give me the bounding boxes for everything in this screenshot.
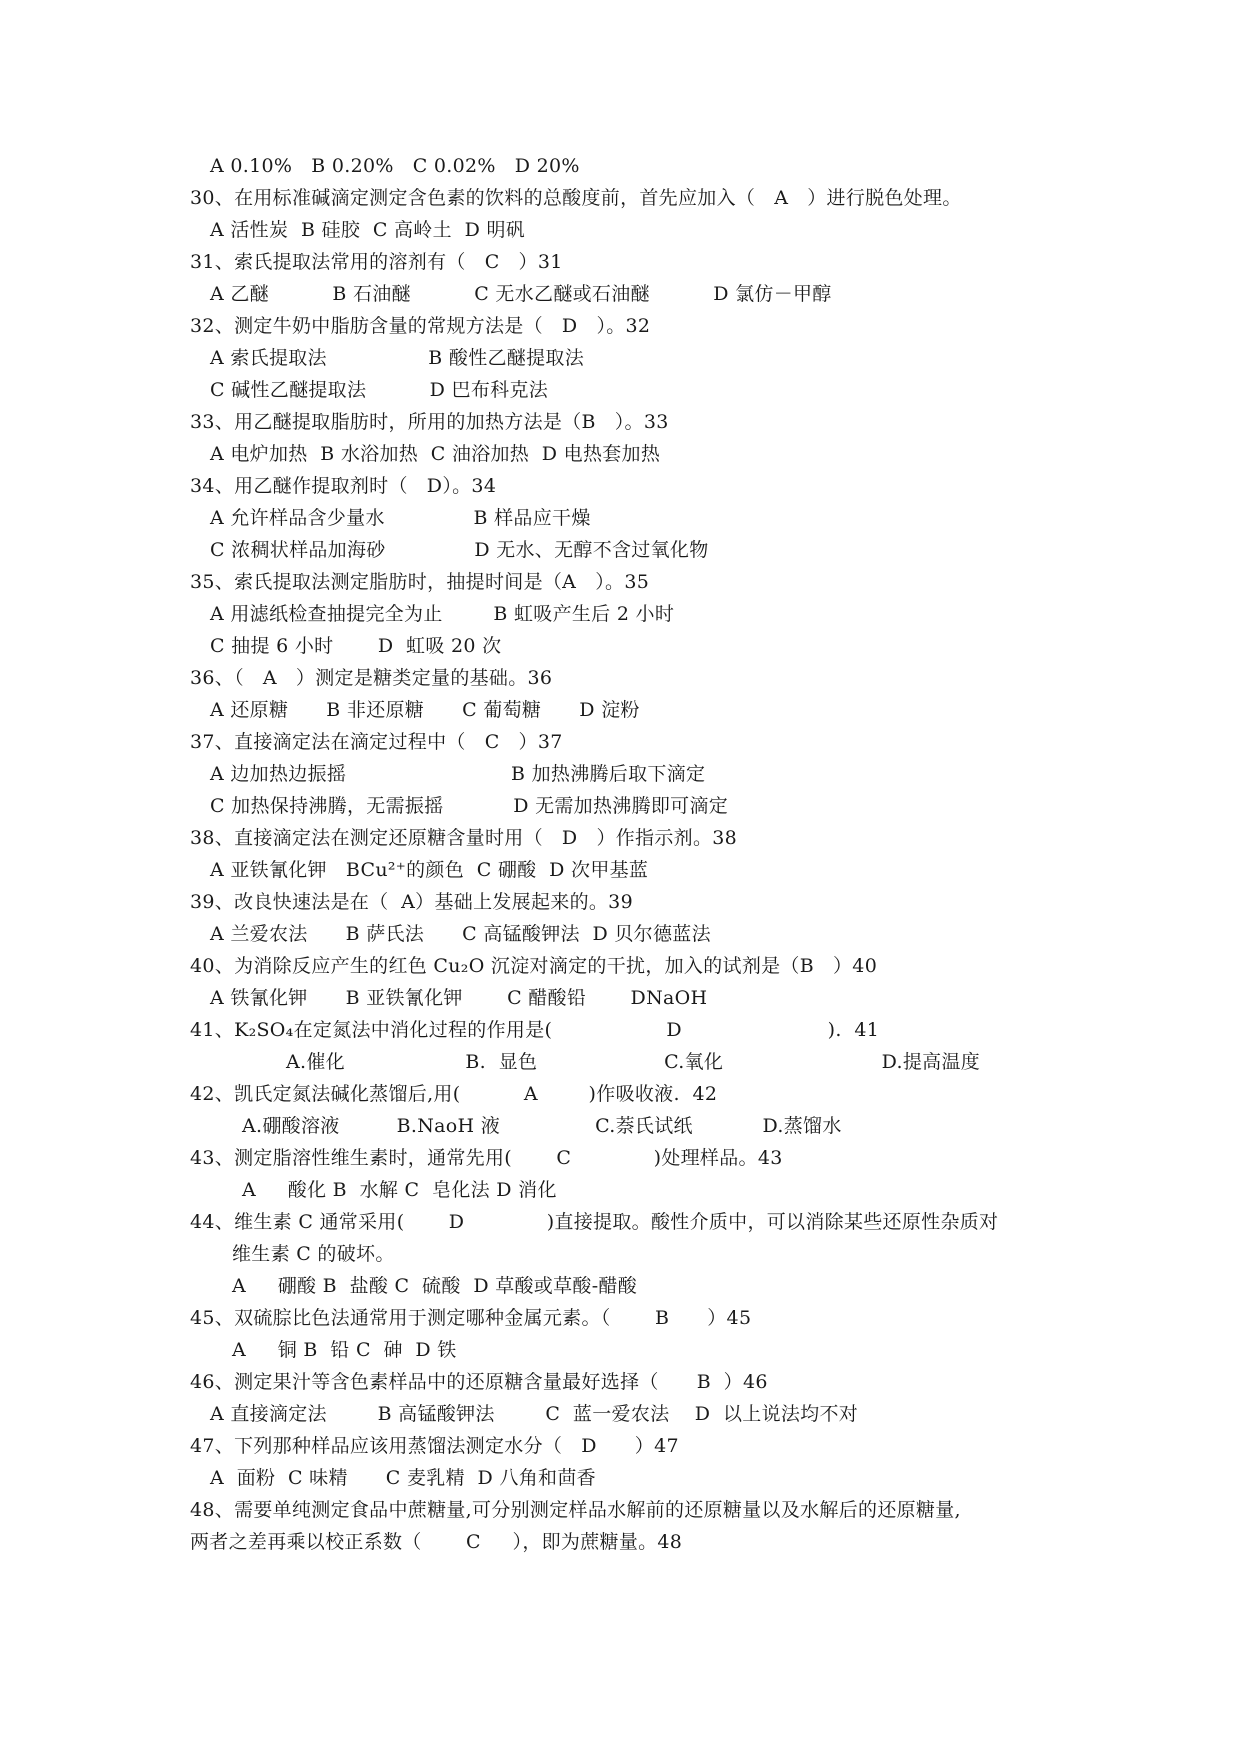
question-47: 47、下列那种样品应该用蒸馏法测定水分（ D ）47 — [190, 1435, 679, 1457]
option-line: A 铁氰化钾 B 亚铁氰化钾 C 醋酸铅 DNaOH — [210, 987, 708, 1009]
option-line: A.硼酸溶液 B.NaoH 液 C.萘氏试纸 D.蒸馏水 — [242, 1115, 842, 1137]
question-45: 45、双硫腙比色法通常用于测定哪种金属元素。（ B ）45 — [190, 1307, 752, 1329]
question-31: 31、索氏提取法常用的溶剂有（ C ）31 — [190, 251, 563, 273]
option-line: A 0.10% B 0.20% C 0.02% D 20% — [210, 155, 580, 177]
option-line: A 允许样品含少量水 B 样品应干燥 — [210, 507, 591, 529]
question-42: 42、凯氏定氮法碱化蒸馏后,用( A )作吸收液. 42 — [190, 1083, 718, 1105]
question-44: 44、维生素 C 通常采用( D )直接提取。酸性介质中，可以消除某些还原性杂质对 — [190, 1211, 999, 1233]
option-line: A 面粉 C 味精 C 麦乳精 D 八角和茴香 — [210, 1467, 596, 1489]
question-35: 35、索氏提取法测定脂肪时，抽提时间是（A ）。35 — [190, 571, 650, 593]
option-line: A 乙醚 B 石油醚 C 无水乙醚或石油醚 D 氯仿－甲醇 — [210, 283, 832, 305]
option-line: A 索氏提取法 B 酸性乙醚提取法 — [210, 347, 584, 369]
question-34: 34、用乙醚作提取剂时（ D）。34 — [190, 475, 497, 497]
option-line: A 电炉加热 B 水浴加热 C 油浴加热 D 电热套加热 — [210, 443, 661, 465]
option-line: C 碱性乙醚提取法 D 巴布科克法 — [210, 379, 549, 401]
question-48: 48、需要单纯测定食品中蔗糖量,可分别测定样品水解前的还原糖量以及水解后的还原糖量, — [190, 1499, 961, 1521]
question-30: 30、在用标准碱滴定测定含色素的饮料的总酸度前，首先应加入（ A ）进行脱色处理。 — [190, 187, 962, 209]
question-48-continuation: 两者之差再乘以校正系数（ C ），即为蔗糖量。48 — [190, 1531, 683, 1553]
question-41: 41、K₂SO₄在定氮法中消化过程的作用是( D ). 41 — [190, 1019, 880, 1041]
option-line: C 浓稠状样品加海砂 D 无水、无醇不含过氧化物 — [210, 539, 709, 561]
option-line: A 酸化 B 水解 C 皂化法 D 消化 — [242, 1179, 557, 1201]
option-line: A 兰爱农法 B 萨氏法 C 高锰酸钾法 D 贝尔德蓝法 — [210, 923, 711, 945]
question-44-continuation: 维生素 C 的破坏。 — [232, 1243, 395, 1265]
option-line: A 边加热边振摇 B 加热沸腾后取下滴定 — [210, 763, 706, 785]
option-line: A 硼酸 B 盐酸 C 硫酸 D 草酸或草酸-醋酸 — [232, 1275, 638, 1297]
option-line: A 亚铁氰化钾 BCu²⁺的颜色 C 硼酸 D 次甲基蓝 — [210, 859, 649, 881]
question-33: 33、用乙醚提取脂肪时，所用的加热方法是（B ）。33 — [190, 411, 669, 433]
question-38: 38、直接滴定法在测定还原糖含量时用（ D ）作指示剂。38 — [190, 827, 738, 849]
question-40: 40、为消除反应产生的红色 Cu₂O 沉淀对滴定的干扰，加入的试剂是（B ）40 — [190, 955, 878, 977]
question-37: 37、直接滴定法在滴定过程中（ C ）37 — [190, 731, 563, 753]
question-43: 43、测定脂溶性维生素时，通常先用( C )处理样品。43 — [190, 1147, 783, 1169]
option-line: C 抽提 6 小时 D 虹吸 20 次 — [210, 635, 502, 657]
option-line: A.催化 B. 显色 C.氧化 D.提高温度 — [286, 1051, 981, 1073]
question-36: 36、（ A ）测定是糖类定量的基础。36 — [190, 667, 553, 689]
question-39: 39、改良快速法是在（ A）基础上发展起来的。39 — [190, 891, 633, 913]
option-line: C 加热保持沸腾，无需振摇 D 无需加热沸腾即可滴定 — [210, 795, 729, 817]
option-line: A 铜 B 铅 C 砷 D 铁 — [232, 1339, 457, 1361]
option-line: A 直接滴定法 B 高锰酸钾法 C 蓝一爱农法 D 以上说法均不对 — [210, 1403, 859, 1425]
option-line: A 用滤纸检查抽提完全为止 B 虹吸产生后 2 小时 — [210, 603, 675, 625]
option-line: A 还原糖 B 非还原糖 C 葡萄糖 D 淀粉 — [210, 699, 640, 721]
question-46: 46、测定果汁等含色素样品中的还原糖含量最好选择（ B ）46 — [190, 1371, 768, 1393]
question-32: 32、测定牛奶中脂肪含量的常规方法是（ D ）。32 — [190, 315, 651, 337]
option-line: A 活性炭 B 硅胶 C 高岭土 D 明矾 — [210, 219, 526, 241]
